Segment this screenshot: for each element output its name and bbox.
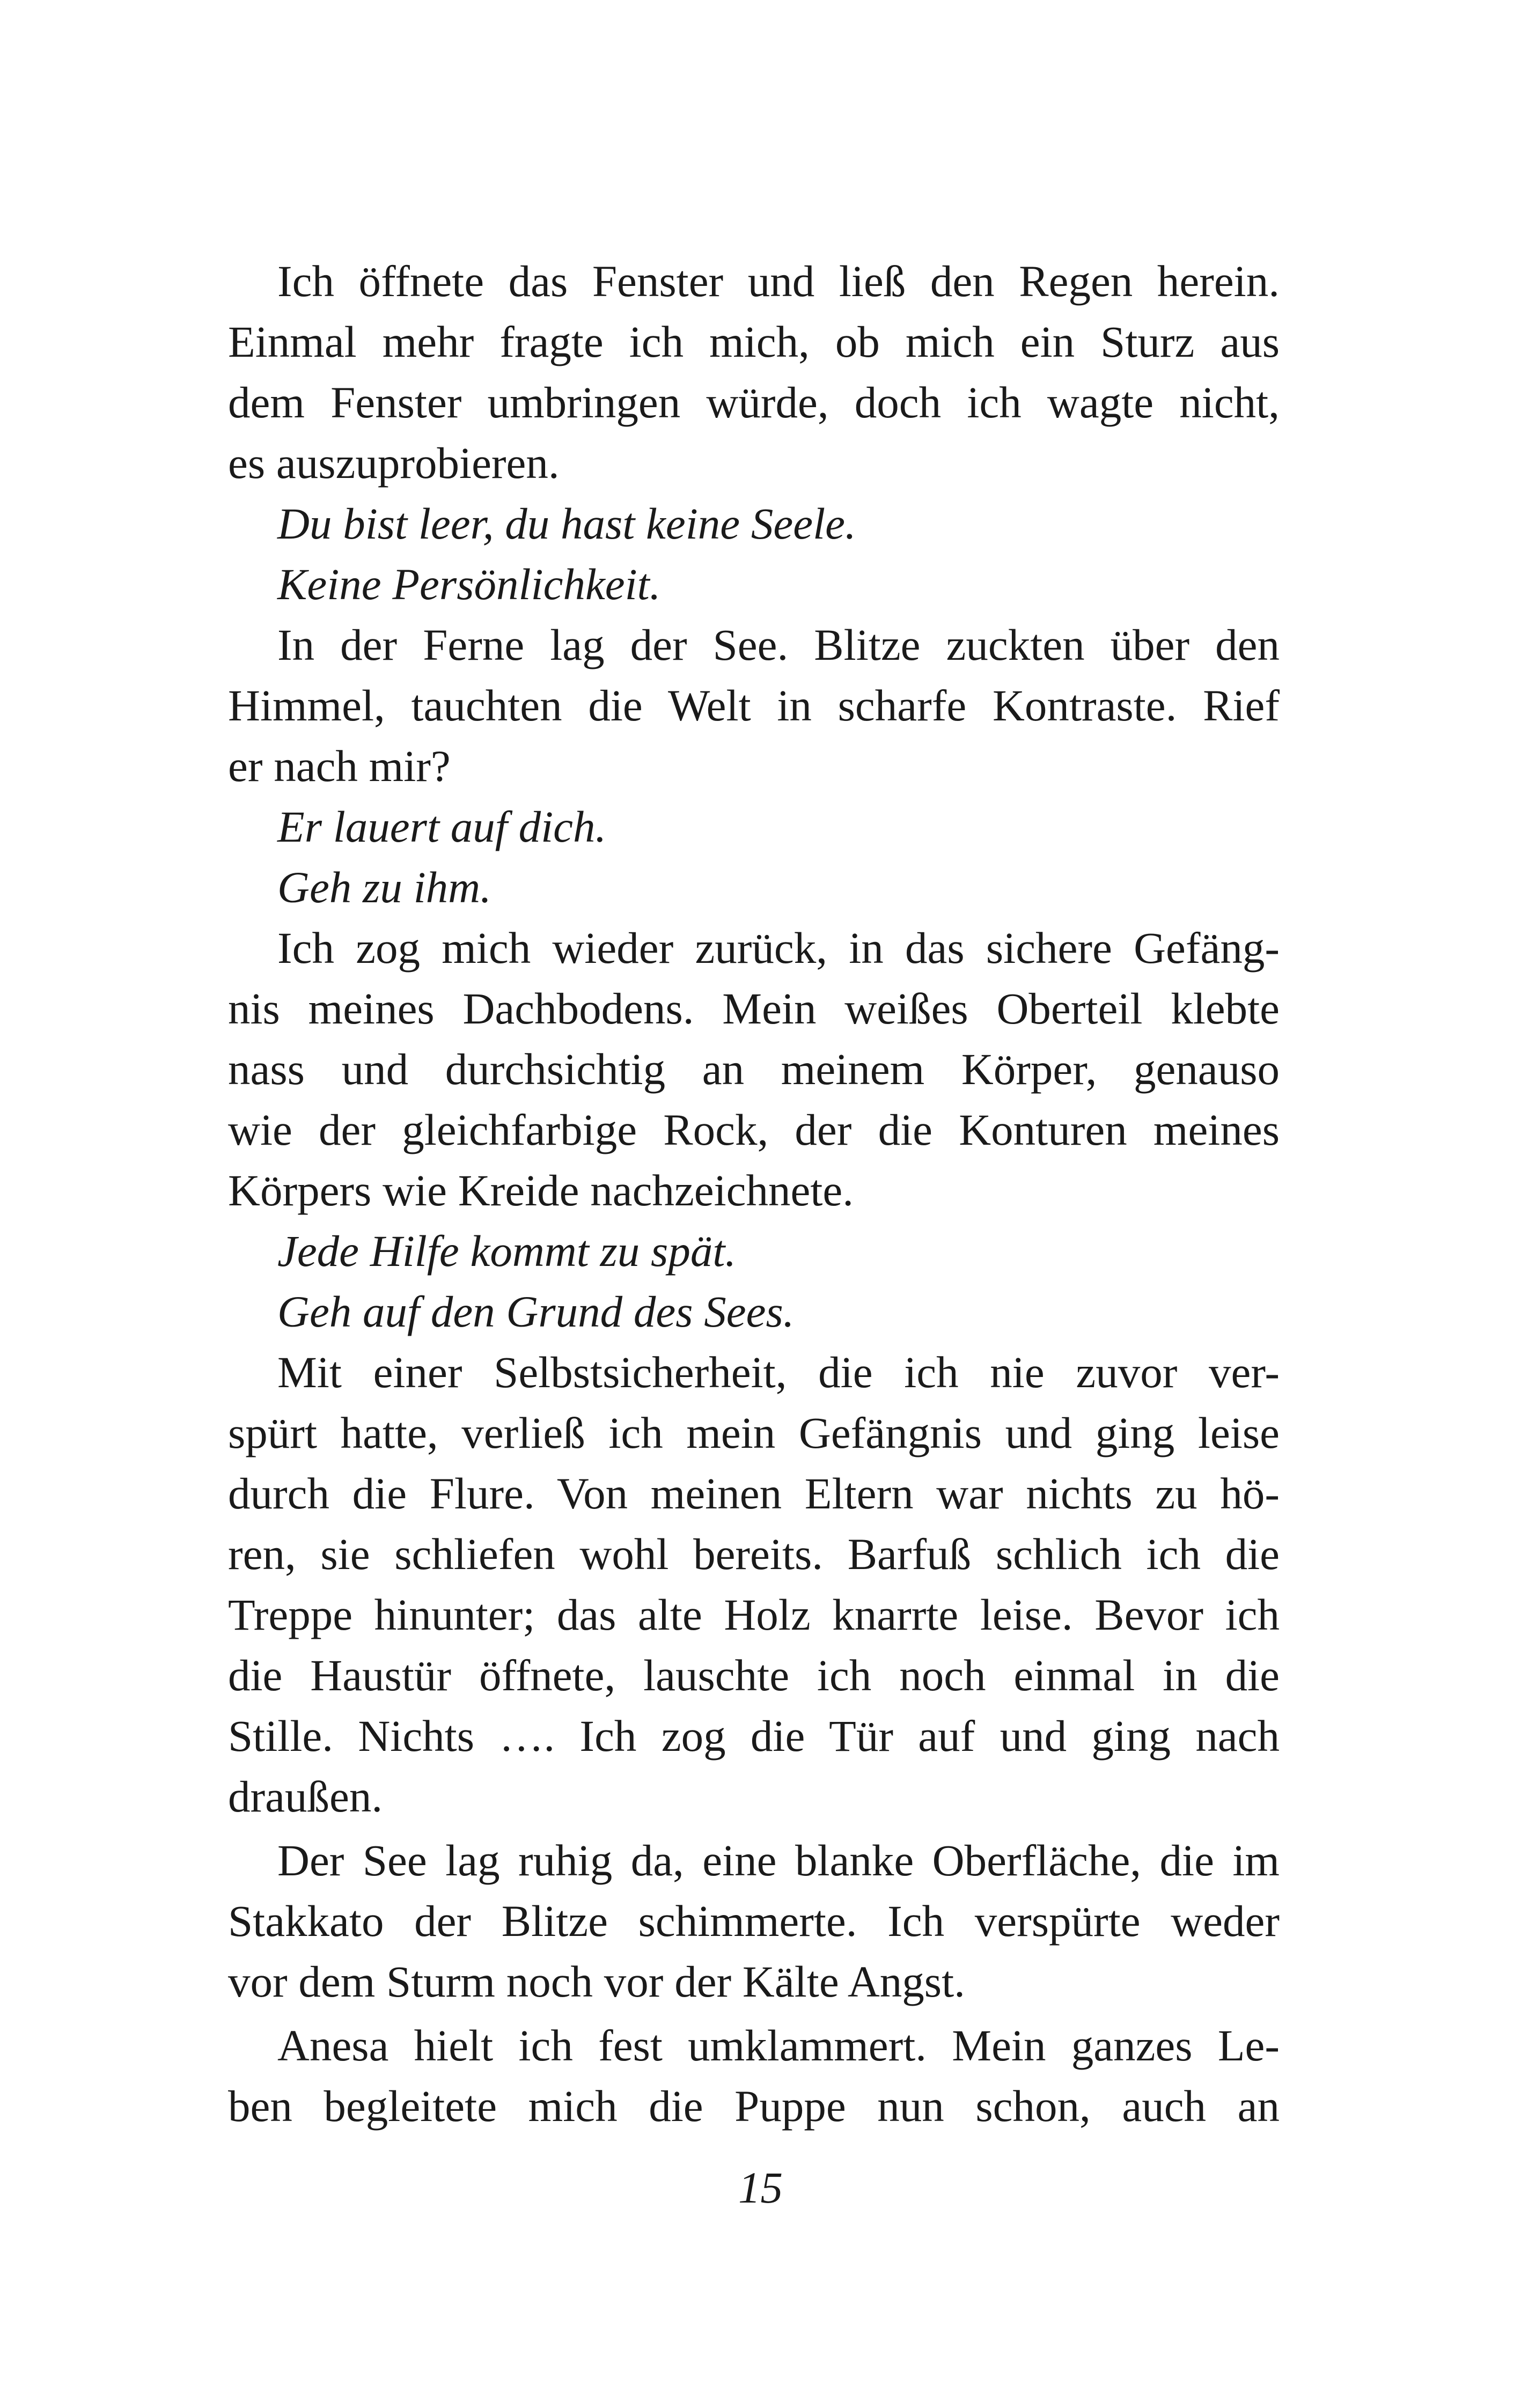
text-line: vor dem Sturm noch vor der Kälte Angst. — [228, 1957, 965, 2006]
text-line: er nach mir? — [228, 741, 451, 791]
text-line: ben begleitete mich die Puppe nun schon, auch an — [228, 2081, 1280, 2131]
text-line: Stakkato der Blitze schimmerte. Ich verspürte weder — [228, 1896, 1280, 1946]
text-line: Einmal mehr fragte ich mich, ob mich ein Sturz aus — [228, 317, 1280, 366]
text-line: durch die Flure. Von meinen Eltern war nichts zu hö- — [228, 1469, 1280, 1518]
italic-thought-line: Keine Persönlichkeit. — [277, 559, 661, 609]
page-number: 15 — [738, 2163, 783, 2212]
text-line: draußen. — [228, 1772, 383, 1821]
text-line: es auszuprobieren. — [228, 438, 560, 488]
text-line: ren, sie schliefen wohl bereits. Barfuß schlich ich die — [228, 1529, 1280, 1579]
text-line: Körpers wie Kreide nachzeichnete. — [228, 1166, 854, 1215]
text-line: Treppe hinunter; das alte Holz knarrte leise. Bevor ich — [228, 1590, 1280, 1639]
body-text — [228, 251, 1280, 2137]
text-line: Stille. Nichts …. Ich zog die Tür auf und ging nach — [228, 1711, 1280, 1761]
italic-thought-line: Du bist leer, du hast keine Seele. — [277, 499, 856, 548]
text-line: Ich öffnete das Fenster und ließ den Regen herein. — [277, 256, 1280, 306]
text-line: Ich zog mich wieder zurück, in das sichere Gefäng- — [277, 923, 1280, 973]
italic-thought-line: Er lauert auf dich. — [277, 802, 607, 851]
italic-thought-line: Geh auf den Grund des Sees. — [277, 1287, 795, 1336]
text-line: spürt hatte, verließ ich mein Gefängnis und ging leise — [228, 1408, 1280, 1457]
text-line: Anesa hielt ich fest umklammert. Mein ganzes Le- — [277, 2021, 1280, 2070]
text-line: wie der gleichfarbige Rock, der die Konturen meines — [228, 1105, 1280, 1154]
text-line: nass und durchsichtig an meinem Körper, genauso — [228, 1044, 1280, 1094]
italic-thought-line: Jede Hilfe kommt zu spät. — [277, 1226, 737, 1276]
text-line: die Haustür öffnete, lauschte ich noch einmal in die — [228, 1651, 1280, 1700]
italic-thought-line: Geh zu ihm. — [277, 863, 491, 912]
text-line: nis meines Dachbodens. Mein weißes Oberteil klebte — [228, 984, 1280, 1033]
text-line: dem Fenster umbringen würde, doch ich wagte nicht, — [228, 378, 1280, 427]
text-line: Mit einer Selbstsicherheit, die ich nie zuvor ver- — [277, 1347, 1280, 1397]
text-line: In der Ferne lag der See. Blitze zuckten über den — [277, 620, 1280, 669]
text-line: Der See lag ruhig da, eine blanke Oberfläche, die im — [277, 1836, 1280, 1885]
text-line: Himmel, tauchten die Welt in scharfe Kontraste. Rief — [228, 681, 1280, 730]
